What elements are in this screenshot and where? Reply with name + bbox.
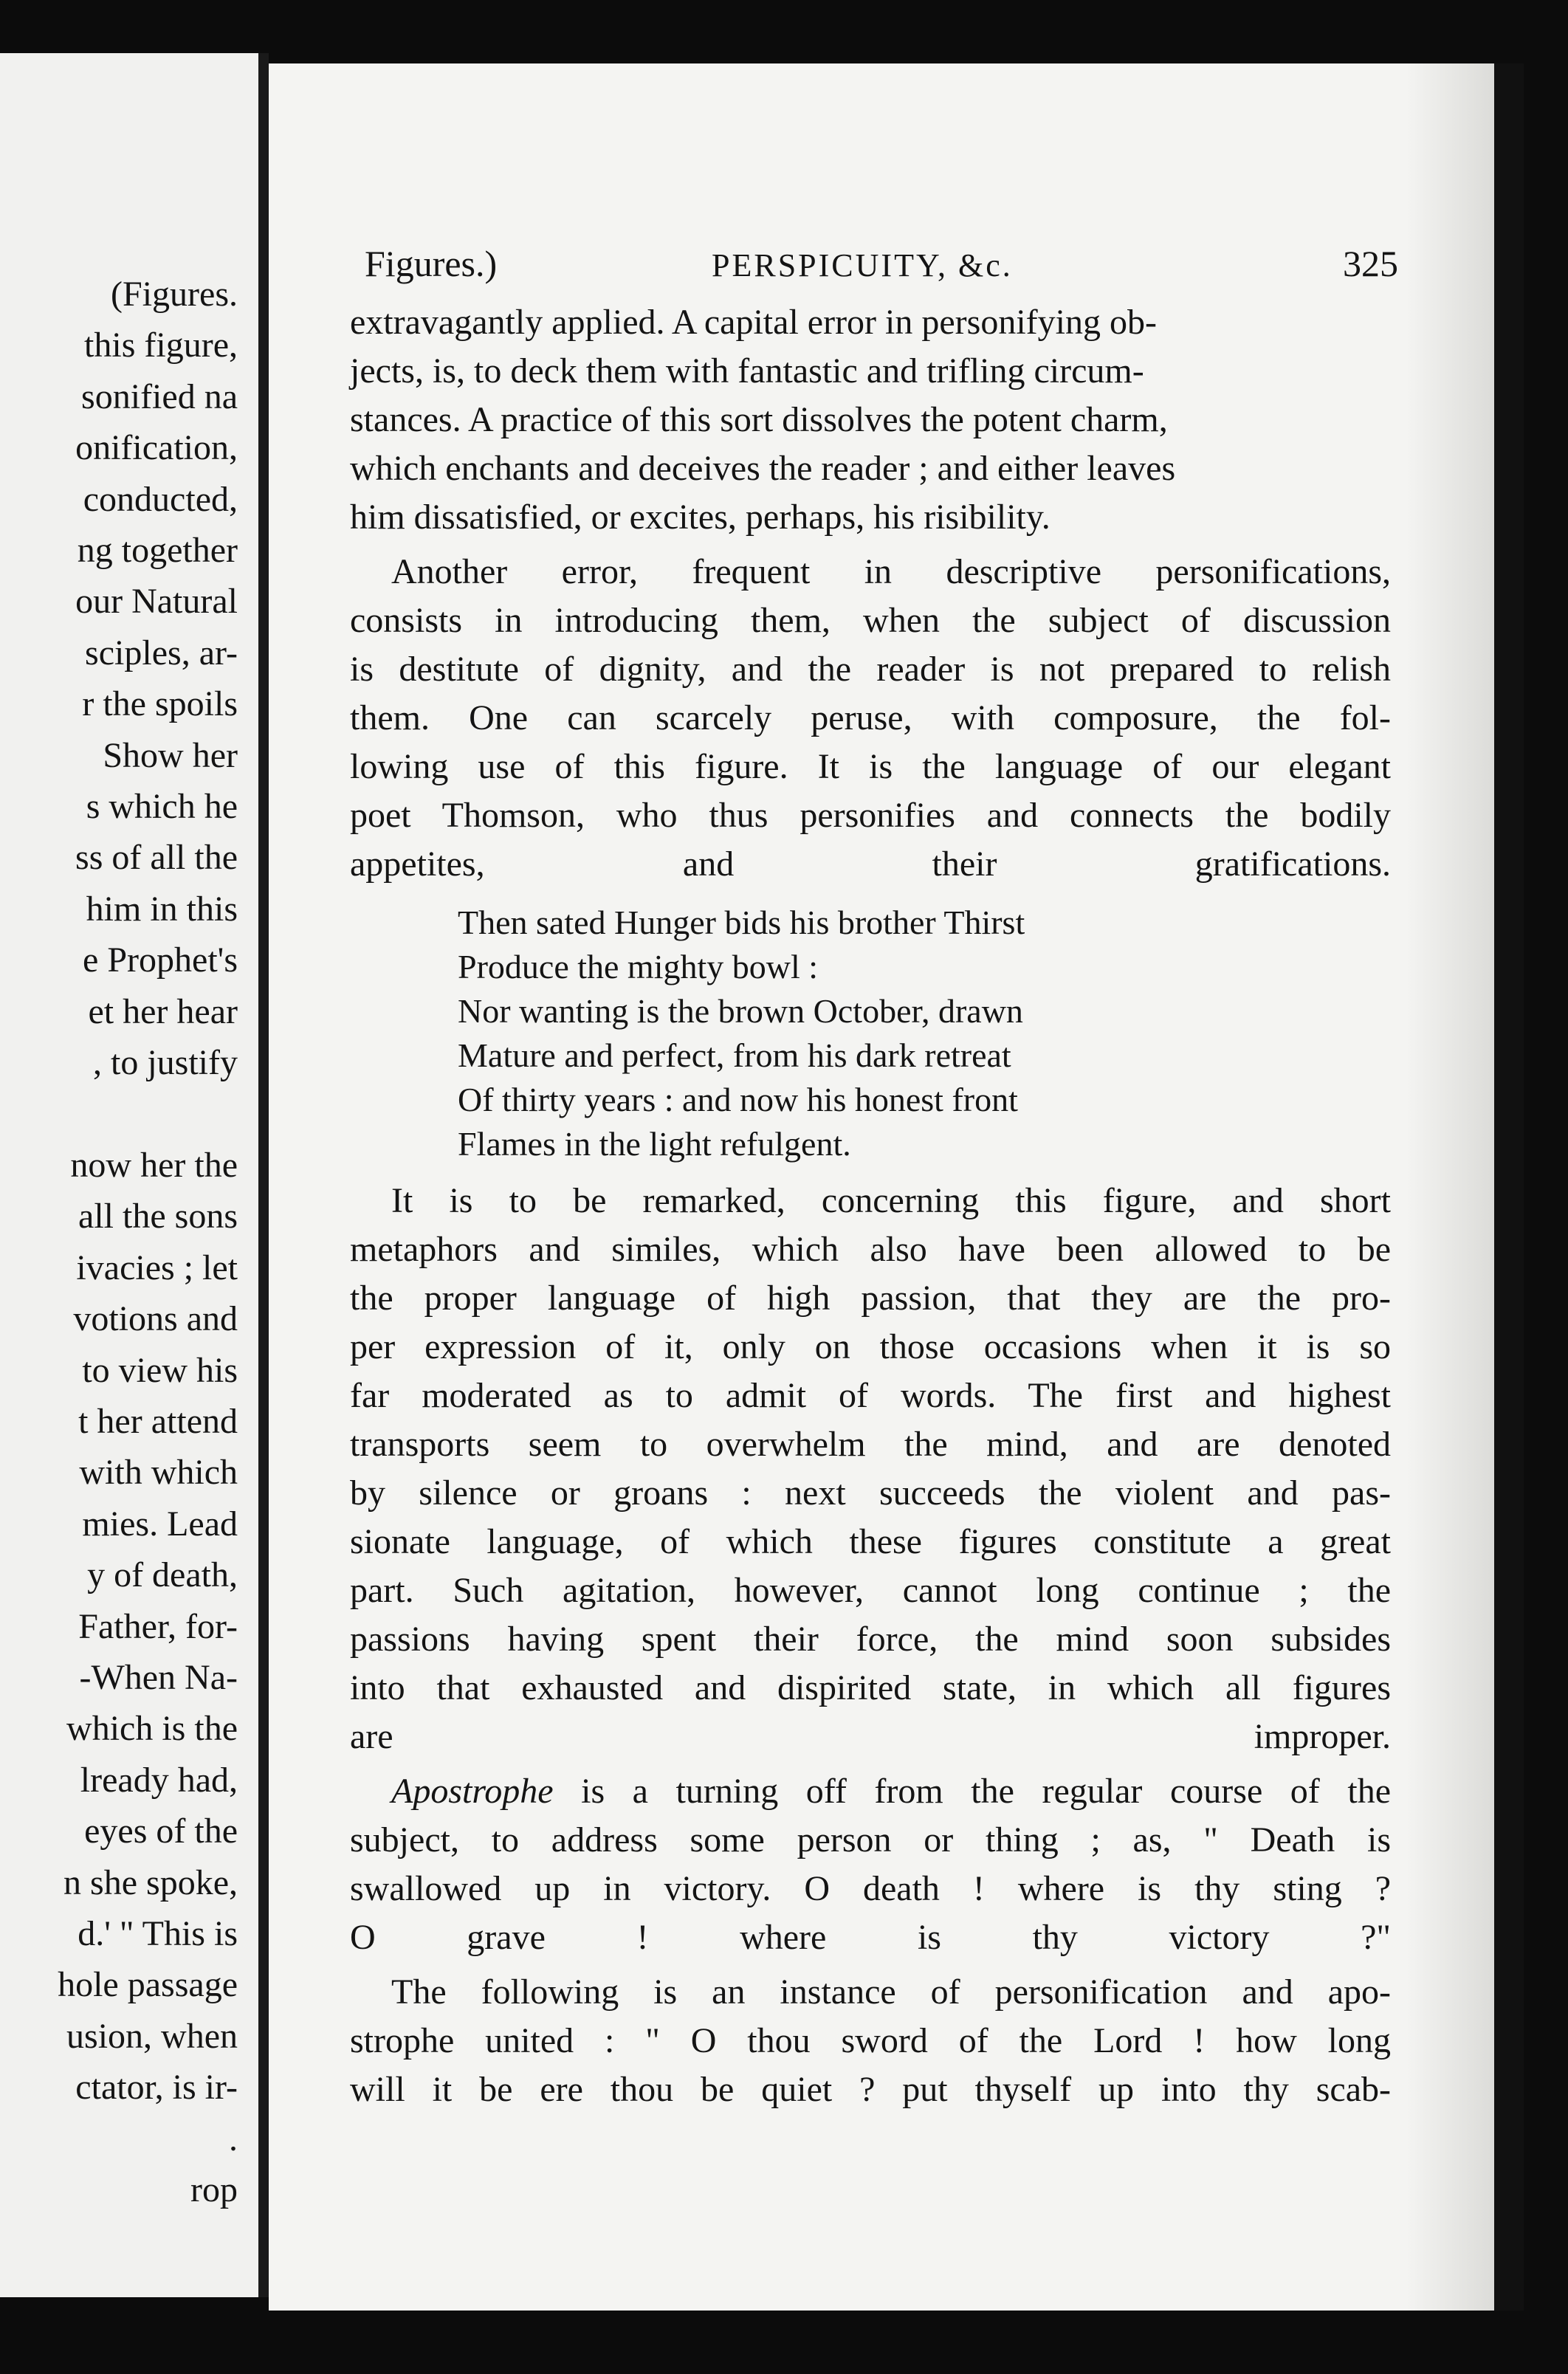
facing-line: r the spoils bbox=[82, 684, 238, 724]
text-line: part. Such agitation, however, cannot long continue ; the bbox=[350, 1571, 1391, 1610]
text-line: appetites, and their gratifications. bbox=[350, 844, 1391, 884]
facing-line: usion, when bbox=[66, 2016, 238, 2056]
facing-line: onification, bbox=[75, 428, 238, 468]
facing-line: e Prophet's bbox=[83, 940, 238, 980]
facing-page bbox=[0, 53, 263, 2297]
text-line: will it be ere thou be quiet ? put thyself up into thy scab- bbox=[350, 2070, 1391, 2109]
facing-line: eyes of the bbox=[84, 1812, 238, 1851]
facing-line bbox=[58, 1089, 238, 1140]
text-line: subject, to address some person or thing ; as, " Death is bbox=[350, 1820, 1391, 1859]
book-gutter bbox=[258, 53, 269, 2297]
page-number: 325 bbox=[1343, 243, 1398, 284]
text-line: poet Thomson, who thus personifies and connects the bodily bbox=[350, 796, 1391, 835]
text-line: are improper. bbox=[350, 1717, 1391, 1756]
facing-line: ctator, is ir- bbox=[75, 2068, 238, 2108]
facing-line: mies. Lead bbox=[82, 1504, 238, 1544]
facing-line: lready had, bbox=[80, 1760, 238, 1800]
facing-line: et her hear bbox=[88, 991, 238, 1031]
verse-line: Then sated Hunger bids his brother Thirst bbox=[458, 904, 1025, 941]
facing-line: rop bbox=[190, 2170, 238, 2210]
text-line: Another error, frequent in descriptive personifications, bbox=[391, 552, 1391, 591]
text-line: The following is an instance of personification and apo- bbox=[391, 1972, 1391, 2012]
facing-line: y of death, bbox=[87, 1555, 238, 1595]
text-line: extravagantly applied. A capital error in personifying ob- bbox=[350, 303, 1157, 342]
text-line: O grave ! where is thy victory ?" bbox=[350, 1918, 1391, 1957]
text-line: lowing use of this figure. It is the language of our elegant bbox=[350, 747, 1391, 786]
text-line: the proper language of high passion, that they are the pro- bbox=[350, 1279, 1391, 1318]
facing-line: ng together bbox=[77, 531, 238, 571]
text-line: per expression of it, only on those occasions when it is so bbox=[350, 1327, 1391, 1366]
facing-line: sonified na bbox=[81, 376, 238, 416]
paragraph-3 bbox=[350, 1177, 1391, 1761]
text-line: which enchants and deceives the reader ; and either leaves bbox=[350, 449, 1176, 488]
facing-line: -When Na- bbox=[79, 1657, 238, 1697]
text-line: far moderated as to admit of words. The first and highest bbox=[350, 1376, 1391, 1415]
facing-line: to view his bbox=[82, 1350, 238, 1390]
header-title: PERSPICUITY, &c. bbox=[712, 247, 1013, 283]
facing-line: now her the bbox=[70, 1145, 238, 1185]
text-line: jects, is, to deck them with fantastic and trifling circum- bbox=[350, 351, 1144, 390]
facing-line: (Figures. bbox=[111, 275, 238, 314]
facing-line: . bbox=[229, 2119, 238, 2158]
facing-line: votions and bbox=[73, 1299, 238, 1339]
paragraph-4 bbox=[350, 1767, 1391, 1962]
facing-line: ss of all the bbox=[75, 838, 238, 878]
facing-line: t her attend bbox=[78, 1401, 238, 1441]
facing-line: hole passage bbox=[58, 1965, 238, 2005]
facing-line: d.' " This is bbox=[78, 1914, 238, 1953]
text-line bbox=[350, 1767, 1391, 1816]
facing-line: this figure, bbox=[84, 326, 238, 365]
verse-line: Nor wanting is the brown October, drawn bbox=[458, 992, 1023, 1030]
facing-line: n she spoke, bbox=[63, 1862, 238, 1902]
facing-line: him in this bbox=[86, 889, 238, 929]
header-section: Figures.) bbox=[365, 243, 498, 284]
facing-line: s which he bbox=[86, 787, 238, 827]
text-line: strophe united : " O thou sword of the Lord ! how long bbox=[350, 2021, 1391, 2060]
paragraph-1 bbox=[350, 298, 1391, 542]
facing-page-text bbox=[58, 269, 238, 2215]
facing-line: conducted, bbox=[83, 479, 238, 519]
facing-line: Father, for- bbox=[78, 1606, 238, 1646]
page-body bbox=[350, 298, 1391, 2120]
text-line: him dissatisfied, or excites, perhaps, his risibility. bbox=[350, 498, 1051, 537]
facing-line: Show her bbox=[103, 735, 238, 775]
facing-line: ivacies ; let bbox=[76, 1248, 238, 1287]
paragraph-2 bbox=[350, 548, 1391, 889]
page-edge-shadow bbox=[1406, 63, 1494, 2311]
facing-line: which is the bbox=[66, 1709, 238, 1749]
text-line: sionate language, of which these figures constitute a great bbox=[350, 1522, 1391, 1561]
verse-line: Mature and perfect, from his dark retreat bbox=[458, 1036, 1011, 1074]
running-header bbox=[365, 242, 1398, 294]
term-apostrophe: Apostrophe bbox=[391, 1772, 554, 1811]
text-line: them. One can scarcely peruse, with composure, the fol- bbox=[350, 698, 1391, 737]
facing-line: all the sons bbox=[78, 1197, 238, 1236]
text-line: stances. A practice of this sort dissolves the potent charm, bbox=[350, 400, 1168, 439]
facing-line: sciples, ar- bbox=[85, 633, 238, 672]
verse-line: Produce the mighty bowl : bbox=[458, 948, 819, 985]
facing-line: , to justify bbox=[92, 1043, 238, 1083]
verse-line: Of thirty years : and now his honest front bbox=[458, 1081, 1018, 1118]
text-line: by silence or groans : next succeeds the violent and pas- bbox=[350, 1473, 1391, 1513]
text-line: swallowed up in victory. O death ! where is thy sting ? bbox=[350, 1869, 1391, 1908]
text-line: is destitute of dignity, and the reader is not prepared to relish bbox=[350, 650, 1391, 689]
text-fragment: is a turning off from the regular course of the bbox=[553, 1772, 1391, 1811]
text-line: passions having spent their force, the mind soon subsides bbox=[350, 1620, 1391, 1659]
text-line: consists in introducing them, when the subject of discussion bbox=[350, 601, 1391, 640]
text-line: It is to be remarked, concerning this figure, and short bbox=[391, 1181, 1391, 1220]
paragraph-5 bbox=[350, 1968, 1391, 2114]
verse-quotation bbox=[458, 901, 1391, 1166]
verse-line: Flames in the light refulgent. bbox=[458, 1125, 851, 1163]
text-line: metaphors and similes, which also have been allowed to be bbox=[350, 1230, 1391, 1269]
facing-line: our Natural bbox=[75, 582, 238, 622]
text-line: transports seem to overwhelm the mind, and are denoted bbox=[350, 1425, 1391, 1464]
text-line: into that exhausted and dispirited state, in which all figures bbox=[350, 1668, 1391, 1707]
facing-line: with which bbox=[79, 1453, 238, 1493]
page-325 bbox=[269, 63, 1524, 2311]
